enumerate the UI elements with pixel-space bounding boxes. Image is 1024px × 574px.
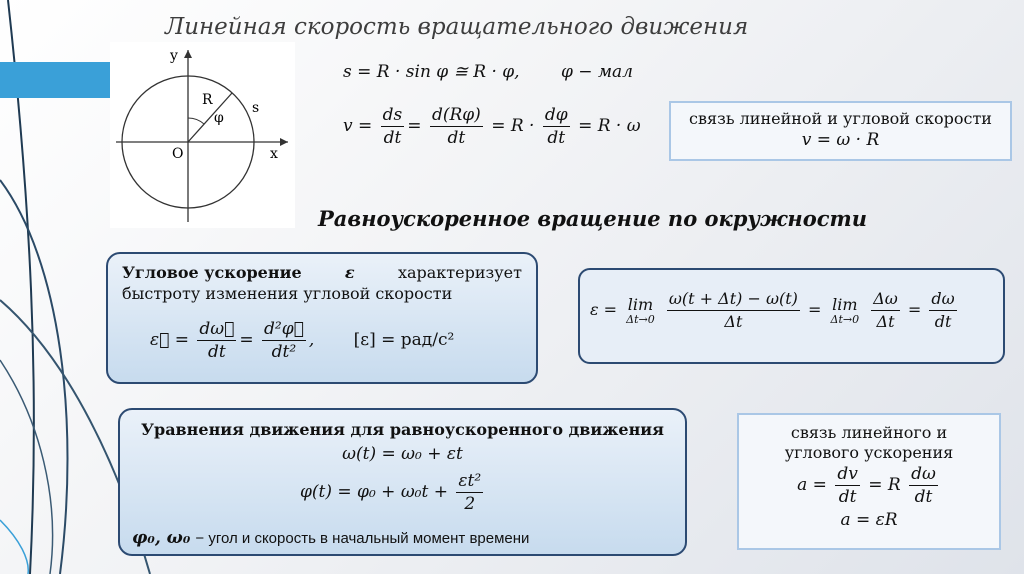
omega-diff-fraction bbox=[667, 288, 800, 333]
lim-text: lim bbox=[832, 294, 858, 314]
relation-formula: v = ω · R bbox=[801, 130, 880, 150]
acceleration-relation-box bbox=[737, 413, 1001, 550]
delta-omega-fraction bbox=[871, 288, 900, 333]
eps-lhs: ε⃗ = bbox=[150, 330, 189, 350]
speed-relation-box bbox=[669, 101, 1012, 161]
fraction-numerator: dω⃗ bbox=[199, 319, 235, 339]
slide-title: Линейная скорость вращательного движения bbox=[165, 14, 749, 40]
v-end: = R · ω bbox=[578, 116, 641, 136]
lim-operator bbox=[831, 296, 860, 326]
angle-arc bbox=[188, 118, 204, 124]
x-label: x bbox=[270, 146, 278, 162]
domega-dt-fraction bbox=[929, 288, 956, 333]
epsilon-symbol: ε bbox=[344, 263, 355, 282]
angular-acc-text2: быстроту изменения угловой скорости bbox=[122, 284, 453, 303]
fraction-denominator: dt bbox=[208, 342, 226, 362]
fraction-numerator: εt² bbox=[458, 471, 482, 491]
eps-limit-lhs: ε = bbox=[590, 300, 618, 319]
lim-text: lim bbox=[627, 294, 654, 314]
origin-label: O bbox=[172, 146, 184, 162]
equals: = bbox=[808, 300, 822, 319]
comma: , bbox=[308, 330, 315, 350]
acc-formula bbox=[739, 463, 999, 508]
x-arrow-icon bbox=[280, 138, 288, 146]
accent-bar bbox=[0, 62, 112, 98]
acc-mid: = R bbox=[868, 475, 901, 495]
s-equation: s = R · sin φ ≅ R · φ, bbox=[343, 62, 520, 82]
v-formula: v = $\frac{ds}{dt}$ = $\frac{d(R\varphi)}{dt}$ = R · $\frac{d\varphi}{dt}$ = R · ω bbox=[343, 105, 641, 148]
fraction-numerator: dv bbox=[837, 464, 858, 484]
acc-relation-line1: связь линейного и bbox=[790, 423, 948, 442]
initial-text: − угол и скорость в начальный момент времени bbox=[195, 530, 530, 547]
fraction-denominator: dt bbox=[383, 128, 402, 148]
fraction-numerator: ds bbox=[382, 105, 403, 125]
phi-equation bbox=[300, 470, 486, 515]
fraction-numerator: ω(t + Δt) − ω(t) bbox=[667, 288, 800, 311]
dRphi-dt-fraction bbox=[430, 104, 483, 149]
epsilon-limit-box bbox=[578, 268, 1005, 364]
fraction-numerator: dφ bbox=[544, 105, 568, 125]
motion-equations-box bbox=[118, 408, 687, 556]
section-subtitle: Равноускоренное вращение по окружности bbox=[318, 206, 867, 231]
relation-text: связь линейной и угловой скорости bbox=[689, 109, 992, 128]
y-arrow-icon bbox=[184, 50, 192, 58]
fraction-numerator: d(Rφ) bbox=[431, 105, 481, 125]
acc-lhs: a = bbox=[797, 475, 827, 495]
dv-dt-fraction bbox=[835, 463, 860, 508]
domega-dt-fraction bbox=[909, 463, 938, 508]
angle-label: φ bbox=[214, 110, 224, 126]
angular-acc-term: Угловое ускорение bbox=[122, 263, 302, 282]
fraction-numerator: Δω bbox=[871, 288, 900, 311]
fraction-denominator: Δt bbox=[724, 312, 743, 331]
s-formula bbox=[343, 62, 633, 82]
angular-acc-text1: характеризует bbox=[397, 263, 522, 282]
angular-acceleration-box bbox=[106, 252, 538, 384]
epsilon-derivative-formula: ε⃗ = $\frac{d\omega⃗}{dt}$ = $\frac{\text{d²φ⃗}}{\text{dt²}}$ , [ε] = рад/с² bbox=[150, 319, 455, 362]
angular-acc-text bbox=[122, 262, 522, 304]
ds-dt-fraction bbox=[381, 104, 405, 149]
acc-eps-formula: a = εR bbox=[840, 510, 898, 530]
fraction-denominator: dt bbox=[914, 487, 933, 507]
fraction-denominator: dt² bbox=[271, 342, 297, 362]
fraction-denominator: dt bbox=[547, 128, 566, 148]
arc-label: s bbox=[252, 100, 260, 116]
epsilon-limit-formula bbox=[590, 288, 960, 333]
fraction-numerator: dω bbox=[929, 288, 956, 311]
v-mid: = R · bbox=[491, 116, 535, 136]
initial-conditions-note bbox=[132, 528, 529, 548]
eps-t2-fraction bbox=[456, 470, 483, 515]
dphi-dt-fraction bbox=[543, 104, 570, 149]
omega-equation: ω(t) = ω₀ + εt bbox=[342, 444, 463, 464]
fraction-denominator: dt bbox=[934, 312, 952, 331]
circle-diagram bbox=[110, 42, 295, 228]
y-label: y bbox=[170, 48, 178, 64]
fraction-denominator: Δt bbox=[876, 312, 895, 331]
fraction-denominator: 2 bbox=[464, 494, 476, 514]
v-lhs: v = bbox=[343, 116, 373, 136]
fraction-denominator: dt bbox=[447, 128, 466, 148]
d2phi-dt2-fraction bbox=[262, 318, 306, 363]
fraction-denominator: dt bbox=[838, 487, 857, 507]
motion-heading: Уравнения движения для равноускоренного движения bbox=[141, 420, 664, 439]
phi-eq-lhs: φ(t) = φ₀ + ω₀t + bbox=[300, 482, 448, 502]
radius-label: R bbox=[202, 92, 213, 108]
fraction-numerator: dω bbox=[911, 464, 936, 484]
acc-relation-line2: углового ускорения bbox=[784, 443, 954, 462]
lim-operator bbox=[626, 296, 655, 326]
circle-figure bbox=[110, 42, 295, 228]
initial-symbols: φ₀, ω₀ bbox=[132, 528, 191, 548]
phi-small-note: φ − мал bbox=[560, 62, 633, 82]
lim-sub: Δt→0 bbox=[626, 312, 655, 326]
lim-sub: Δt→0 bbox=[830, 312, 860, 326]
fraction-numerator: d²φ⃗ bbox=[264, 319, 304, 339]
epsilon-units: [ε] = рад/с² bbox=[353, 330, 455, 350]
equals: = bbox=[907, 300, 922, 319]
domega-dt-fraction bbox=[197, 318, 236, 363]
